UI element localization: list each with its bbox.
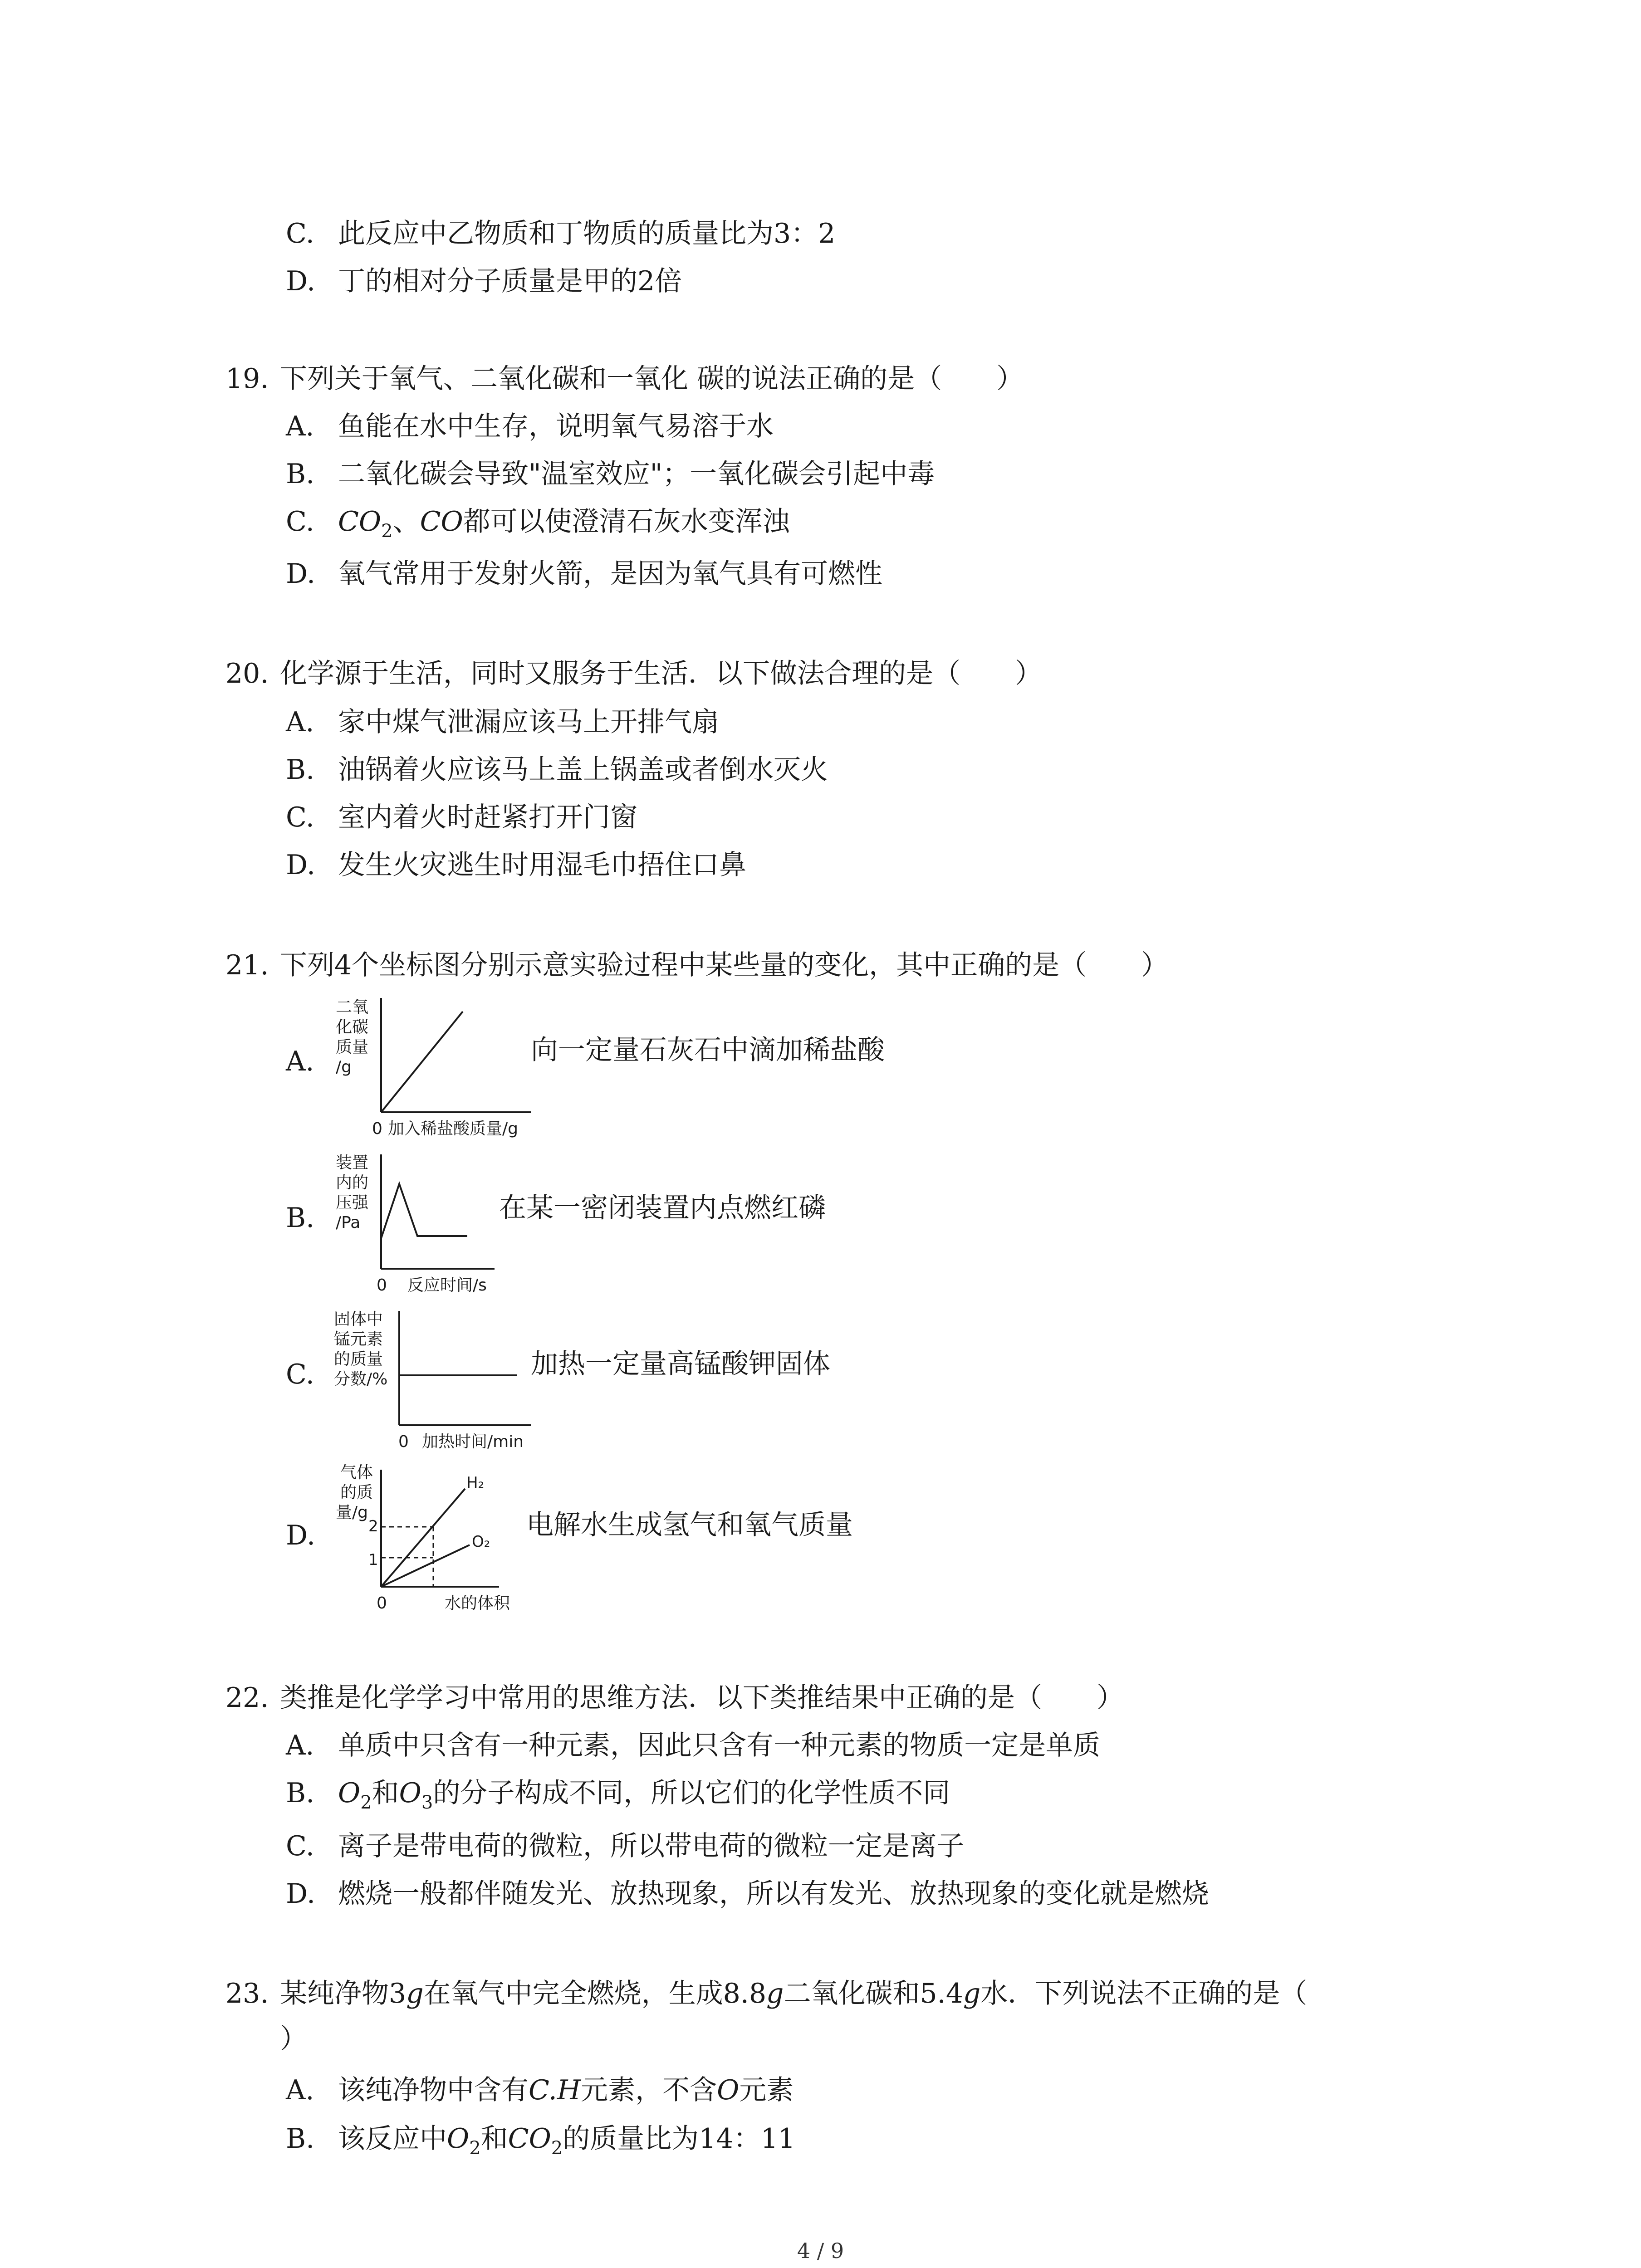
question-19-stem: 19. 下列关于氧气、二氧化碳和一氧化 碳的说法正确的是（ ） xyxy=(225,363,1024,395)
question-19-option-a: A. 鱼能在水中生存，说明氧气易溶于水 xyxy=(286,411,774,442)
graph-b-description: 在某一密闭装置内点燃红磷 xyxy=(499,1192,826,1224)
graph-d-svg xyxy=(331,1461,603,1628)
graph-c-ylabel-1: 固体中 xyxy=(334,1310,383,1329)
question-19-option-d: D. 氧气常用于发射火箭，是因为氧气具有可燃性 xyxy=(286,558,882,590)
graph-c-ylabel-2: 锰元素 xyxy=(334,1330,383,1349)
graph-a-description: 向一定量石灰石中滴加稀盐酸 xyxy=(531,1034,885,1066)
question-20-option-a: A. 家中煤气泄漏应该马上开排气扇 xyxy=(286,706,719,738)
graph-a-svg xyxy=(331,993,603,1157)
graph-b-curve xyxy=(381,1184,467,1238)
question-22-option-b: B. $O_2$和$O_3$的分子构成不同，所以它们的化学性质不同 xyxy=(286,1777,950,1813)
question-20-stem: 20. 化学源于生活，同时又服务于生活．以下做法合理的是（ ） xyxy=(225,658,1042,689)
question-20-option-d: D. 发生火灾逃生时用湿毛巾捂住口鼻 xyxy=(286,849,746,881)
question-20-option-c: C. 室内着火时赶紧打开门窗 xyxy=(286,802,637,833)
graph-a xyxy=(331,993,603,1157)
graph-c-xlabel: 加热时间/min xyxy=(422,1432,524,1451)
graph-a-xlabel: 加入稀盐酸质量/g xyxy=(388,1119,518,1138)
graph-c xyxy=(331,1306,603,1470)
question-22-option-d: D. 燃烧一般都伴随发光、放热现象，所以有发光、放热现象的变化就是燃烧 xyxy=(286,1878,1209,1910)
graph-d-ylabel-2: 的质 xyxy=(340,1483,373,1502)
graph-d-legend-o2: O₂ xyxy=(472,1533,490,1551)
graph-a-ylabel-4: /g xyxy=(336,1058,352,1076)
question-22-option-c: C. 离子是带电荷的微粒，所以带电荷的微粒一定是离子 xyxy=(286,1830,964,1862)
graph-a-curve xyxy=(381,1012,463,1112)
question-19-option-b: B. 二氧化碳会导致"温室效应"；一氧化碳会引起中毒 xyxy=(286,458,935,490)
question-23-stem-cont: ） xyxy=(280,2023,307,2055)
graph-c-origin: 0 xyxy=(398,1432,409,1451)
graph-d xyxy=(331,1461,603,1628)
question-19-option-c: C. $CO_2$、CO都可以使澄清石灰水变浑浊 xyxy=(286,506,790,542)
graph-d-ytick-1: 1 xyxy=(368,1551,378,1569)
graph-d-ytick-2: 2 xyxy=(368,1517,378,1535)
graph-b-xlabel: 反应时间/s xyxy=(407,1276,487,1295)
graph-b-svg xyxy=(331,1150,603,1313)
graph-b xyxy=(331,1150,603,1313)
graph-a-label: A. xyxy=(286,1046,314,1077)
option-d: D. 丁的相对分子质量是甲的2倍 xyxy=(286,265,682,297)
question-23-option-a: A. 该纯净物中含有C.H元素，不含O元素 xyxy=(286,2074,794,2106)
graph-b-label: B. xyxy=(286,1202,315,1234)
graph-c-svg xyxy=(331,1306,603,1470)
graph-d-xlabel: 水的体积 xyxy=(445,1594,510,1613)
graph-a-ylabel-3: 质量 xyxy=(336,1038,369,1056)
graph-c-ylabel-3: 的质量 xyxy=(334,1350,383,1369)
graph-d-series-o2 xyxy=(381,1545,470,1587)
question-20-option-b: B. 油锅着火应该马上盖上锅盖或者倒水灭火 xyxy=(286,754,828,786)
question-22-option-a: A. 单质中只含有一种元素，因此只含有一种元素的物质一定是单质 xyxy=(286,1730,1100,1761)
graph-d-description: 电解水生成氢气和氧气质量 xyxy=(526,1509,853,1541)
question-21-stem: 21. 下列4个坐标图分别示意实验过程中某些量的变化，其中正确的是（ ） xyxy=(225,949,1169,981)
question-23-option-b: B. 该反应中$O_2$和$CO_2$的质量比为14：11 xyxy=(286,2123,795,2159)
graph-c-description: 加热一定量高锰酸钾固体 xyxy=(531,1348,830,1380)
page-number: 4 / 9 xyxy=(797,2239,844,2263)
graph-b-ylabel-2: 内的 xyxy=(336,1173,369,1192)
question-23-stem: 23. 某纯净物3g在氧气中完全燃烧，生成8.8g二氧化碳和5.4g水．下列说法不正确的是（ xyxy=(225,1978,1308,2009)
graph-d-ylabel-1: 气体 xyxy=(340,1463,373,1482)
graph-c-ylabel-4: 分数/% xyxy=(334,1370,388,1388)
graph-c-label: C. xyxy=(286,1359,314,1390)
graph-d-origin: 0 xyxy=(377,1594,387,1613)
question-22-stem: 22. 类推是化学学习中常用的思维方法．以下类推结果中正确的是（ ） xyxy=(225,1682,1124,1714)
option-c: C. 此反应中乙物质和丁物质的质量比为3：2 xyxy=(286,218,836,249)
graph-d-label: D. xyxy=(286,1520,316,1551)
graph-b-ylabel-1: 装置 xyxy=(336,1154,369,1172)
graph-d-legend-h2: H₂ xyxy=(466,1474,485,1492)
graph-d-ylabel-3: 量/g xyxy=(336,1503,368,1522)
graph-a-origin: 0 xyxy=(372,1119,382,1138)
graph-b-ylabel-4: /Pa xyxy=(336,1213,361,1232)
graph-a-ylabel-2: 化碳 xyxy=(336,1018,369,1036)
graph-b-ylabel-3: 压强 xyxy=(336,1193,369,1212)
graph-a-ylabel-1: 二氧 xyxy=(336,998,369,1017)
graph-d-series-h2 xyxy=(381,1489,465,1587)
graph-b-origin: 0 xyxy=(377,1276,387,1295)
